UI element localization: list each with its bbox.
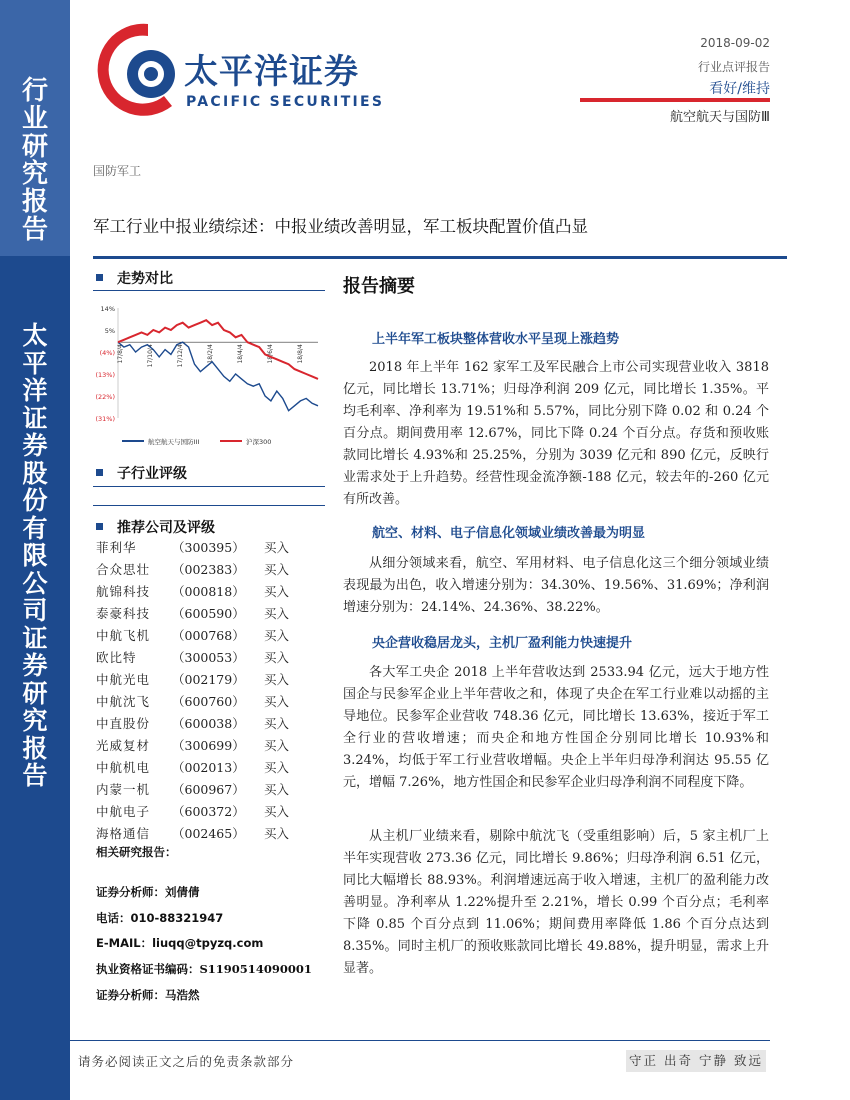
company-code: （002179） xyxy=(172,672,245,687)
company-name: 中直股份 xyxy=(96,716,151,731)
sidebar-char: 行 xyxy=(21,76,48,106)
x-tick-label: 17/12/4 xyxy=(177,344,184,368)
summary-paragraph-4: 从主机厂业绩来看，剔除中航沈飞（受重组影响）后，5 家主机厂上半年实现营收 273.36 亿元，同比增长 9.86%；归母净利润 6.51 亿元，同比大幅增长 88.93%。利润增速远高于收入增速，主机厂的盈利能力改善明显。净利率从 1.22%提升至 2.21%，增长 0.99 个百分点；毛利率下降 0.85 个百分点到 11.06%；期间费用率降低 1.86 个百分点达到 8.35%。同时主机厂的预收账款同比增长 49.88%，提升明显，需求上升显著。 xyxy=(343,829,769,976)
y-tick-label: 14% xyxy=(100,305,115,313)
list-item xyxy=(96,626,321,648)
report-type: 行业点评报告 xyxy=(697,60,770,74)
company-name: 泰豪科技 xyxy=(96,606,151,621)
sidebar-char: 证 xyxy=(22,623,48,653)
company-code: （600038） xyxy=(172,716,245,731)
company-rating: 买入 xyxy=(264,584,290,599)
company-rating: 买入 xyxy=(264,716,290,731)
company-name: 合众思壮 xyxy=(96,562,151,577)
report-date: 2018-09-02 xyxy=(700,36,770,50)
analyst-cert: 执业资格证书编码：S1190514090001 xyxy=(96,962,312,976)
recommend-heading: 推荐公司及评级 xyxy=(96,517,215,537)
x-tick-label: 18/4/4 xyxy=(237,344,244,364)
trend-divider xyxy=(93,290,325,291)
list-item xyxy=(96,692,321,714)
footer-disclaimer: 请务必阅读正文之后的免责条款部分 xyxy=(78,1054,295,1069)
x-tick-label: 17/8/4 xyxy=(117,344,124,364)
analyst-email: E-MAIL：liuqq@tpyzq.com xyxy=(96,936,264,950)
logo-name-en: PACIFIC SECURITIES xyxy=(186,94,385,110)
related-reports-label: 相关研究报告： xyxy=(96,845,177,859)
company-name: 欧比特 xyxy=(96,650,137,665)
footer-motto: 守正 出奇 宁静 致远 xyxy=(626,1050,766,1072)
company-code: （600590） xyxy=(172,606,245,621)
sector-name: 航空航天与国防Ⅲ xyxy=(670,110,770,125)
sidebar-char: 报 xyxy=(22,733,48,763)
analyst-phone: 电话：010-88321947 xyxy=(96,911,224,925)
sidebar-bottom-label xyxy=(0,322,70,790)
company-rating: 买入 xyxy=(264,804,290,819)
y-tick-label: 5% xyxy=(104,327,115,335)
summary-paragraph-3: 各大军工央企 2018 上半年营收达到 2533.94 亿元，远大于地方性国企与民参军企业上半年营收之和，体现了央企在军工行业难以动摇的主导地位。民参军企业营收 748.36 亿元，同比增长 13.63%，接近于军工全行业的营收增速；而央企和地方性国企分别同比增长 10.93%和 3.24%，均低于军工行业营收增幅。央企上半年归母净利润达 95.55 亿元，增幅 7.26%，地方性国企和民参军企业归母净利润不同程度下降。 xyxy=(343,665,769,790)
sidebar-char: 研 xyxy=(21,131,48,162)
company-rating: 买入 xyxy=(264,694,290,709)
company-code: （600967） xyxy=(172,782,245,797)
sidebar-char: 告 xyxy=(21,215,48,246)
y-tick-label: (4%) xyxy=(99,349,115,357)
list-item xyxy=(96,604,321,626)
list-item xyxy=(96,538,321,560)
sidebar-char: 太 xyxy=(22,321,48,350)
sub-industry-heading: 子行业评级 xyxy=(96,463,187,483)
company-rating: 买入 xyxy=(264,606,290,621)
company-rating: 买入 xyxy=(264,562,290,577)
company-code: （002465） xyxy=(172,826,245,841)
sidebar-char: 证 xyxy=(22,403,48,433)
x-tick-label: 18/6/4 xyxy=(267,344,274,364)
logo-name-cn: 太平洋证券 xyxy=(184,52,359,92)
legend-label: 沪深300 xyxy=(246,438,272,446)
sub-industry-divider xyxy=(93,486,325,487)
company-name: 内蒙一机 xyxy=(96,782,151,797)
company-rating: 买入 xyxy=(264,738,290,753)
company-code: （000818） xyxy=(172,584,245,599)
company-name: 菲利华 xyxy=(96,540,137,555)
summary-title: 报告摘要 xyxy=(343,276,415,297)
company-name: 海格通信 xyxy=(96,826,151,841)
sidebar-char: 业 xyxy=(21,103,48,134)
list-item xyxy=(96,582,321,604)
company-code: （000768） xyxy=(172,628,245,643)
trend-heading: 走势对比 xyxy=(96,268,173,288)
list-item xyxy=(96,736,321,758)
x-tick-label: 17/10/4 xyxy=(147,344,154,368)
sidebar-char: 有 xyxy=(22,513,48,543)
list-item xyxy=(96,670,321,692)
company-name: 中航光电 xyxy=(96,672,151,687)
sub-industry-divider-2 xyxy=(93,505,325,506)
legend-label: 航空航天与国防III xyxy=(148,438,200,446)
title-divider xyxy=(93,256,787,259)
sidebar-char: 研 xyxy=(22,678,48,708)
list-item xyxy=(96,714,321,736)
sidebar-top-label xyxy=(0,78,70,245)
trend-chart xyxy=(92,296,324,456)
summary-heading-2: 航空、材料、电子信息化领域业绩改善最为明显 xyxy=(372,526,646,541)
company-name: 光威复材 xyxy=(96,738,151,753)
company-code: （300395） xyxy=(172,540,245,555)
analyst-1: 证券分析师：刘倩倩 xyxy=(96,885,200,899)
company-name: 中航沈飞 xyxy=(96,694,151,709)
x-tick-label: 18/2/4 xyxy=(207,344,214,364)
sidebar-char: 洋 xyxy=(22,376,48,405)
sidebar-char: 告 xyxy=(22,761,48,790)
sidebar-char: 公 xyxy=(22,568,48,598)
company-name: 航锦科技 xyxy=(96,584,151,599)
company-rating: 买入 xyxy=(264,540,290,555)
company-rating: 买入 xyxy=(264,628,290,643)
analyst-2: 证券分析师：马浩然 xyxy=(96,988,200,1002)
sidebar-char: 司 xyxy=(22,596,48,625)
list-item xyxy=(96,824,321,846)
sidebar-char: 券 xyxy=(22,431,48,460)
summary-heading-3: 央企营收稳居龙头，主机厂盈利能力快速提升 xyxy=(372,636,633,651)
company-name: 中航电子 xyxy=(96,804,151,819)
sidebar-char: 平 xyxy=(22,348,48,378)
y-tick-label: (13%) xyxy=(95,371,115,379)
y-tick-label: (31%) xyxy=(95,415,115,423)
sidebar-char: 报 xyxy=(21,187,48,218)
sidebar-char: 份 xyxy=(22,486,48,515)
company-code: （002383） xyxy=(172,562,245,577)
company-rating: 买入 xyxy=(264,672,290,687)
company-code: （600372） xyxy=(172,804,245,819)
header-divider xyxy=(580,98,770,102)
company-rating: 买入 xyxy=(264,826,290,841)
company-code: （002013） xyxy=(172,760,245,775)
company-name: 中航飞机 xyxy=(96,628,151,643)
sidebar-char: 究 xyxy=(22,706,48,735)
sidebar-top-band xyxy=(0,0,70,256)
x-tick-label: 18/8/4 xyxy=(297,344,304,364)
y-tick-label: (22%) xyxy=(95,393,115,401)
sidebar-char: 限 xyxy=(22,541,48,570)
sidebar-char: 股 xyxy=(22,458,48,488)
list-item xyxy=(96,758,321,780)
industry-rating: 看好/维持 xyxy=(709,81,770,97)
company-code: （600760） xyxy=(172,694,245,709)
section-tag: 国防军工 xyxy=(93,164,142,178)
list-item xyxy=(96,648,321,670)
company-rating: 买入 xyxy=(264,782,290,797)
company-name: 中航机电 xyxy=(96,760,151,775)
summary-paragraph-2: 从细分领域来看，航空、军用材料、电子信息化这三个细分领域业绩表现最为出色，收入增速分别为：34.30%、19.56%、31.69%；净利润增速分别为：24.14%、24.36%、38.22%。 xyxy=(343,556,769,615)
list-item xyxy=(96,780,321,802)
summary-paragraph-1: 2018 年上半年 162 家军工及军民融合上市公司实现营业收入 3818 亿元，同比增长 13.71%；归母净利润 209 亿元，同比增长 1.35%。平均毛利率、净利率为 19.51%和 5.57%，同比分别下降 0.02 和 0.24 个百分点。期间费用率 12.67%，同比下降 0.24 个百分点。存货和预收账款同比增长 4.93%和 25.25%，分别为 3039 亿元和 890 亿元，反映行业需求处于上升趋势。经营性现金流净额-188 亿元，较去年的-260 亿元有所改善。 xyxy=(343,360,769,507)
company-rating: 买入 xyxy=(264,650,290,665)
footer-divider xyxy=(70,1040,770,1041)
company-rating: 买入 xyxy=(264,760,290,775)
company-code: （300699） xyxy=(172,738,245,753)
sidebar-char: 究 xyxy=(21,159,48,190)
sidebar-bottom-band xyxy=(0,256,70,1100)
sidebar-char: 券 xyxy=(22,651,48,680)
list-item xyxy=(96,560,321,582)
summary-heading-1: 上半年军工板块整体营收水平呈现上涨趋势 xyxy=(372,332,620,347)
report-title: 军工行业中报业绩综述：中报业绩改善明显，军工板块配置价值凸显 xyxy=(93,217,588,236)
recommend-list xyxy=(96,538,321,846)
company-code: （300053） xyxy=(172,650,245,665)
logo-mark-icon xyxy=(88,18,198,118)
list-item xyxy=(96,802,321,824)
